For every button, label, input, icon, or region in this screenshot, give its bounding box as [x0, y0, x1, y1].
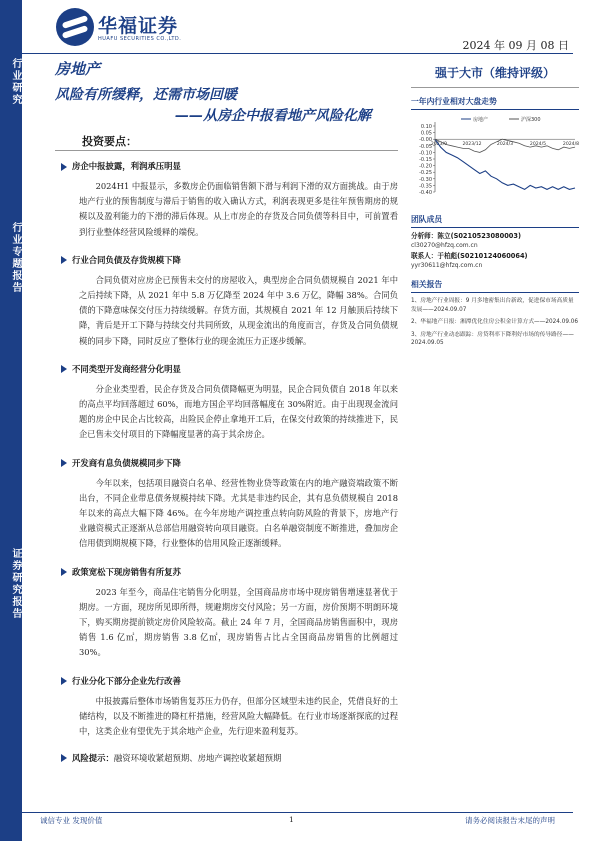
section-body: 今年以来，包括项目融资白名单、经营性物业贷等政策在内的地产融资端政策不断出台，不同企业带息债务规模持续下降。尤其是非违约民企，其有息负债规模自 2018 年以来的高点大幅下降 46%。在今年房地产调控重点转向防风险的背景下，房地产行业融资模式正逐渐从总部信用融资转向项目融资。白名单融资制度不断推进，叠加房企信用债到期规模下降，行业整体的信用风险正逐渐缓释。 — [79, 477, 398, 549]
x-tick-label: 2024/8 — [562, 142, 579, 148]
section-body: 分企业类型看，民企存货及合同负债降幅更为明显，民企合同负债自 2018 年以来的高点平均回落超过 60%，而地方国企平均回落幅度在 30%附近。由于出现现金流问题的房企中民企占比较高，出险民企停止拿地开工后，在保交付政策的持续推进下，民企已售未交付项目的下降幅度显著的高于其余房企。 — [79, 383, 398, 440]
analyst-role: 分析师： — [411, 232, 438, 240]
arrow-bullet-icon — [61, 459, 67, 467]
logo-mark-icon — [56, 8, 94, 46]
side-band-label-securities-report: 证券研究报告 — [10, 548, 21, 620]
chart-title: 一年内行业相对大盘走势 — [411, 96, 579, 110]
y-tick-label: -0.25 — [419, 170, 432, 177]
section-heading-text: 开发商有息负债规模同步下降 — [72, 457, 181, 468]
main-content — [55, 133, 398, 764]
team-title: 团队成员 — [411, 214, 579, 228]
y-tick-label: 0.05 — [420, 130, 432, 137]
company-logo — [56, 8, 216, 48]
section-heading-text: 行业分化下部分企业先行改善 — [72, 675, 181, 686]
legend-label: 沪深300 — [521, 117, 541, 123]
section-heading-text: 房企中报披露，利润承压明显 — [72, 161, 181, 171]
page-number: 1 — [289, 815, 294, 824]
report-title-line2: ——从房企中报看地产风险化解 — [175, 108, 371, 124]
risk-label: 风险提示： — [72, 753, 114, 764]
team-block — [411, 214, 579, 271]
arrow-bullet-icon — [61, 365, 67, 373]
y-tick-label: -0.15 — [419, 157, 432, 163]
logo-english-name: HUAFU SECURITIES CO.,LTD. — [98, 36, 182, 42]
section-5 — [55, 565, 398, 661]
sidebar — [411, 62, 579, 352]
arrow-bullet-icon — [61, 568, 67, 576]
section-body: 合同负债对应房企已预售未交付的房屋收入，典型房企合同负债规模自 2021 年中之后持续下降，从 2021 年中 5.8 万亿降至 2024 年中 3.6 万亿，降幅 38%。合同负债的下降意味保交付压力持续缓解。存货方面，其规模自 2021 年 12 月触顶后持续下降，背后是开工下降与持续交付共同所致，从现金流出的角度而言，存货及合同负债规模的同步下降，同时反应了整体行业的现金流压力正逐步缓解。 — [79, 274, 398, 346]
related-report-item[interactable]: 3、房地产行业动态跟踪：房贷利率下降利好市场的传导路径——2024.09.05 — [411, 331, 574, 346]
contact-code: (S0210124060064) — [457, 252, 528, 260]
footer-disclaimer: 请务必阅读报告末尾的声明 — [465, 816, 555, 825]
contact-line — [411, 251, 579, 261]
section-body: 中报披露后整体市场销售复苏压力仍存，但部分区域型未违约民企，凭借良好的土储结构，以及不断推进的降杠杆措施，经营风险大幅降低。在行业市场逐渐探底的过程中，这类企业有望优先于其余地产企业，先行迎来盈利复苏。 — [79, 695, 398, 737]
section-heading-text: 行业合同负债及存货规模下降 — [72, 254, 181, 265]
side-band-label-special-report: 行业专题报告 — [10, 222, 21, 294]
section-body: 2023 年至今，商品住宅销售分化明显，全国商品房市场中现房销售增速显著优于期房。一方面，现房所见即所得，规避期房交付风险；另一方面，房价预期不明朗环境下，购买期房提前锁定房价风险较高。截止 24 年 7 月，全国商品房销售面积中，现房销售 1.6 亿㎡，期房销售 3.8 亿㎡，现房销售占比占全国商品房销售的比例超过 30%。 — [79, 586, 398, 658]
section-1 — [55, 159, 398, 240]
y-tick-label: -0.05 — [419, 143, 432, 150]
y-tick-label: -0.35 — [419, 183, 432, 190]
analyst-line — [411, 231, 579, 241]
arrow-bullet-icon — [61, 677, 67, 685]
footer-slogan: 诚信专业 发现价值 — [40, 816, 103, 825]
header-divider — [22, 53, 573, 54]
analyst-email: cl30270@hfzq.com.cn — [411, 242, 478, 249]
x-tick-label: 2024/3 — [496, 142, 514, 148]
related-report-item[interactable]: 2、华福地产日报：湘潭优化住房公积金计算方式——2024.09.06 — [411, 319, 578, 325]
section-3 — [55, 362, 398, 443]
side-band — [0, 0, 22, 841]
y-tick-label: -0.30 — [419, 176, 432, 183]
section-6 — [55, 674, 398, 740]
logo-chinese-name: 华福证券 — [98, 15, 179, 37]
contact-email: yyr30611@hfzq.com.cn — [411, 262, 483, 269]
section-heading — [55, 674, 398, 689]
x-tick-label: 2024/5 — [529, 142, 547, 148]
y-tick-label: -0.00 — [419, 137, 432, 144]
x-tick-label: 2023/9 — [430, 142, 448, 148]
y-tick-label: -0.20 — [419, 163, 432, 170]
section-heading — [55, 362, 398, 377]
section-body: 2024H1 中报显示，多数房企仍面临销售额下滑与利润下滑的双方面挑战。由于房地产行业的预售制度与滞后于销售的收入确认方式，利润表现更多是往年预售期房的规模以及盈利能力的下滑的滞后体现。从上市房企的存货及合同负债等科目中，可前置看到行业整体经营风险缓释的端倪。 — [79, 181, 398, 237]
y-tick-label: -0.10 — [419, 150, 432, 157]
section-heading — [55, 159, 398, 174]
analyst-code: (S0210523080003) — [450, 232, 521, 240]
sector-title: 房地产 — [55, 60, 101, 78]
key-points-title: 投资要点： — [82, 135, 137, 148]
chart-svg — [411, 114, 579, 206]
analyst-name: 陈立 — [437, 232, 451, 240]
y-tick-label: -0.40 — [419, 190, 432, 196]
y-tick-label: 0.10 — [420, 124, 432, 130]
side-band-label-industry-research: 行业研究 — [10, 58, 21, 106]
report-date: 2024 年 09 月 08 日 — [462, 39, 569, 52]
relative-performance-chart — [411, 114, 579, 206]
contact-role: 联系人： — [411, 252, 438, 260]
arrow-bullet-icon — [61, 163, 67, 171]
section-heading-text: 不同类型开发商经营分化明显 — [72, 363, 181, 374]
rating-label: 强于大市（维持评级） — [411, 62, 579, 88]
footer-divider — [22, 812, 573, 813]
legend-label: 房地产 — [473, 117, 489, 123]
contact-name: 于柏彪 — [437, 252, 458, 260]
section-heading — [55, 565, 398, 580]
section-heading — [55, 253, 398, 268]
section-heading — [55, 456, 398, 471]
section-heading-text: 政策宽松下现房销售有所复苏 — [72, 566, 181, 577]
related-reports — [411, 279, 579, 348]
x-tick-label: 2023/12 — [462, 142, 482, 148]
section-4 — [55, 456, 398, 552]
related-report-item[interactable]: 1、房地产行业周报：9 月多地密集出台新政，促进保市场高质量发展——2024.09.07 — [411, 298, 574, 313]
report-title-line1: 风险有所缓释，还需市场回暖 — [55, 87, 237, 103]
arrow-bullet-icon — [61, 256, 67, 264]
risk-warning — [55, 752, 398, 764]
risk-text: 融资环境收紧超预期、房地产调控收紧超预期 — [113, 753, 282, 764]
key-points-divider — [55, 150, 398, 151]
section-2 — [55, 253, 398, 349]
reports-title: 相关报告 — [411, 279, 579, 293]
arrow-bullet-icon — [61, 754, 67, 762]
